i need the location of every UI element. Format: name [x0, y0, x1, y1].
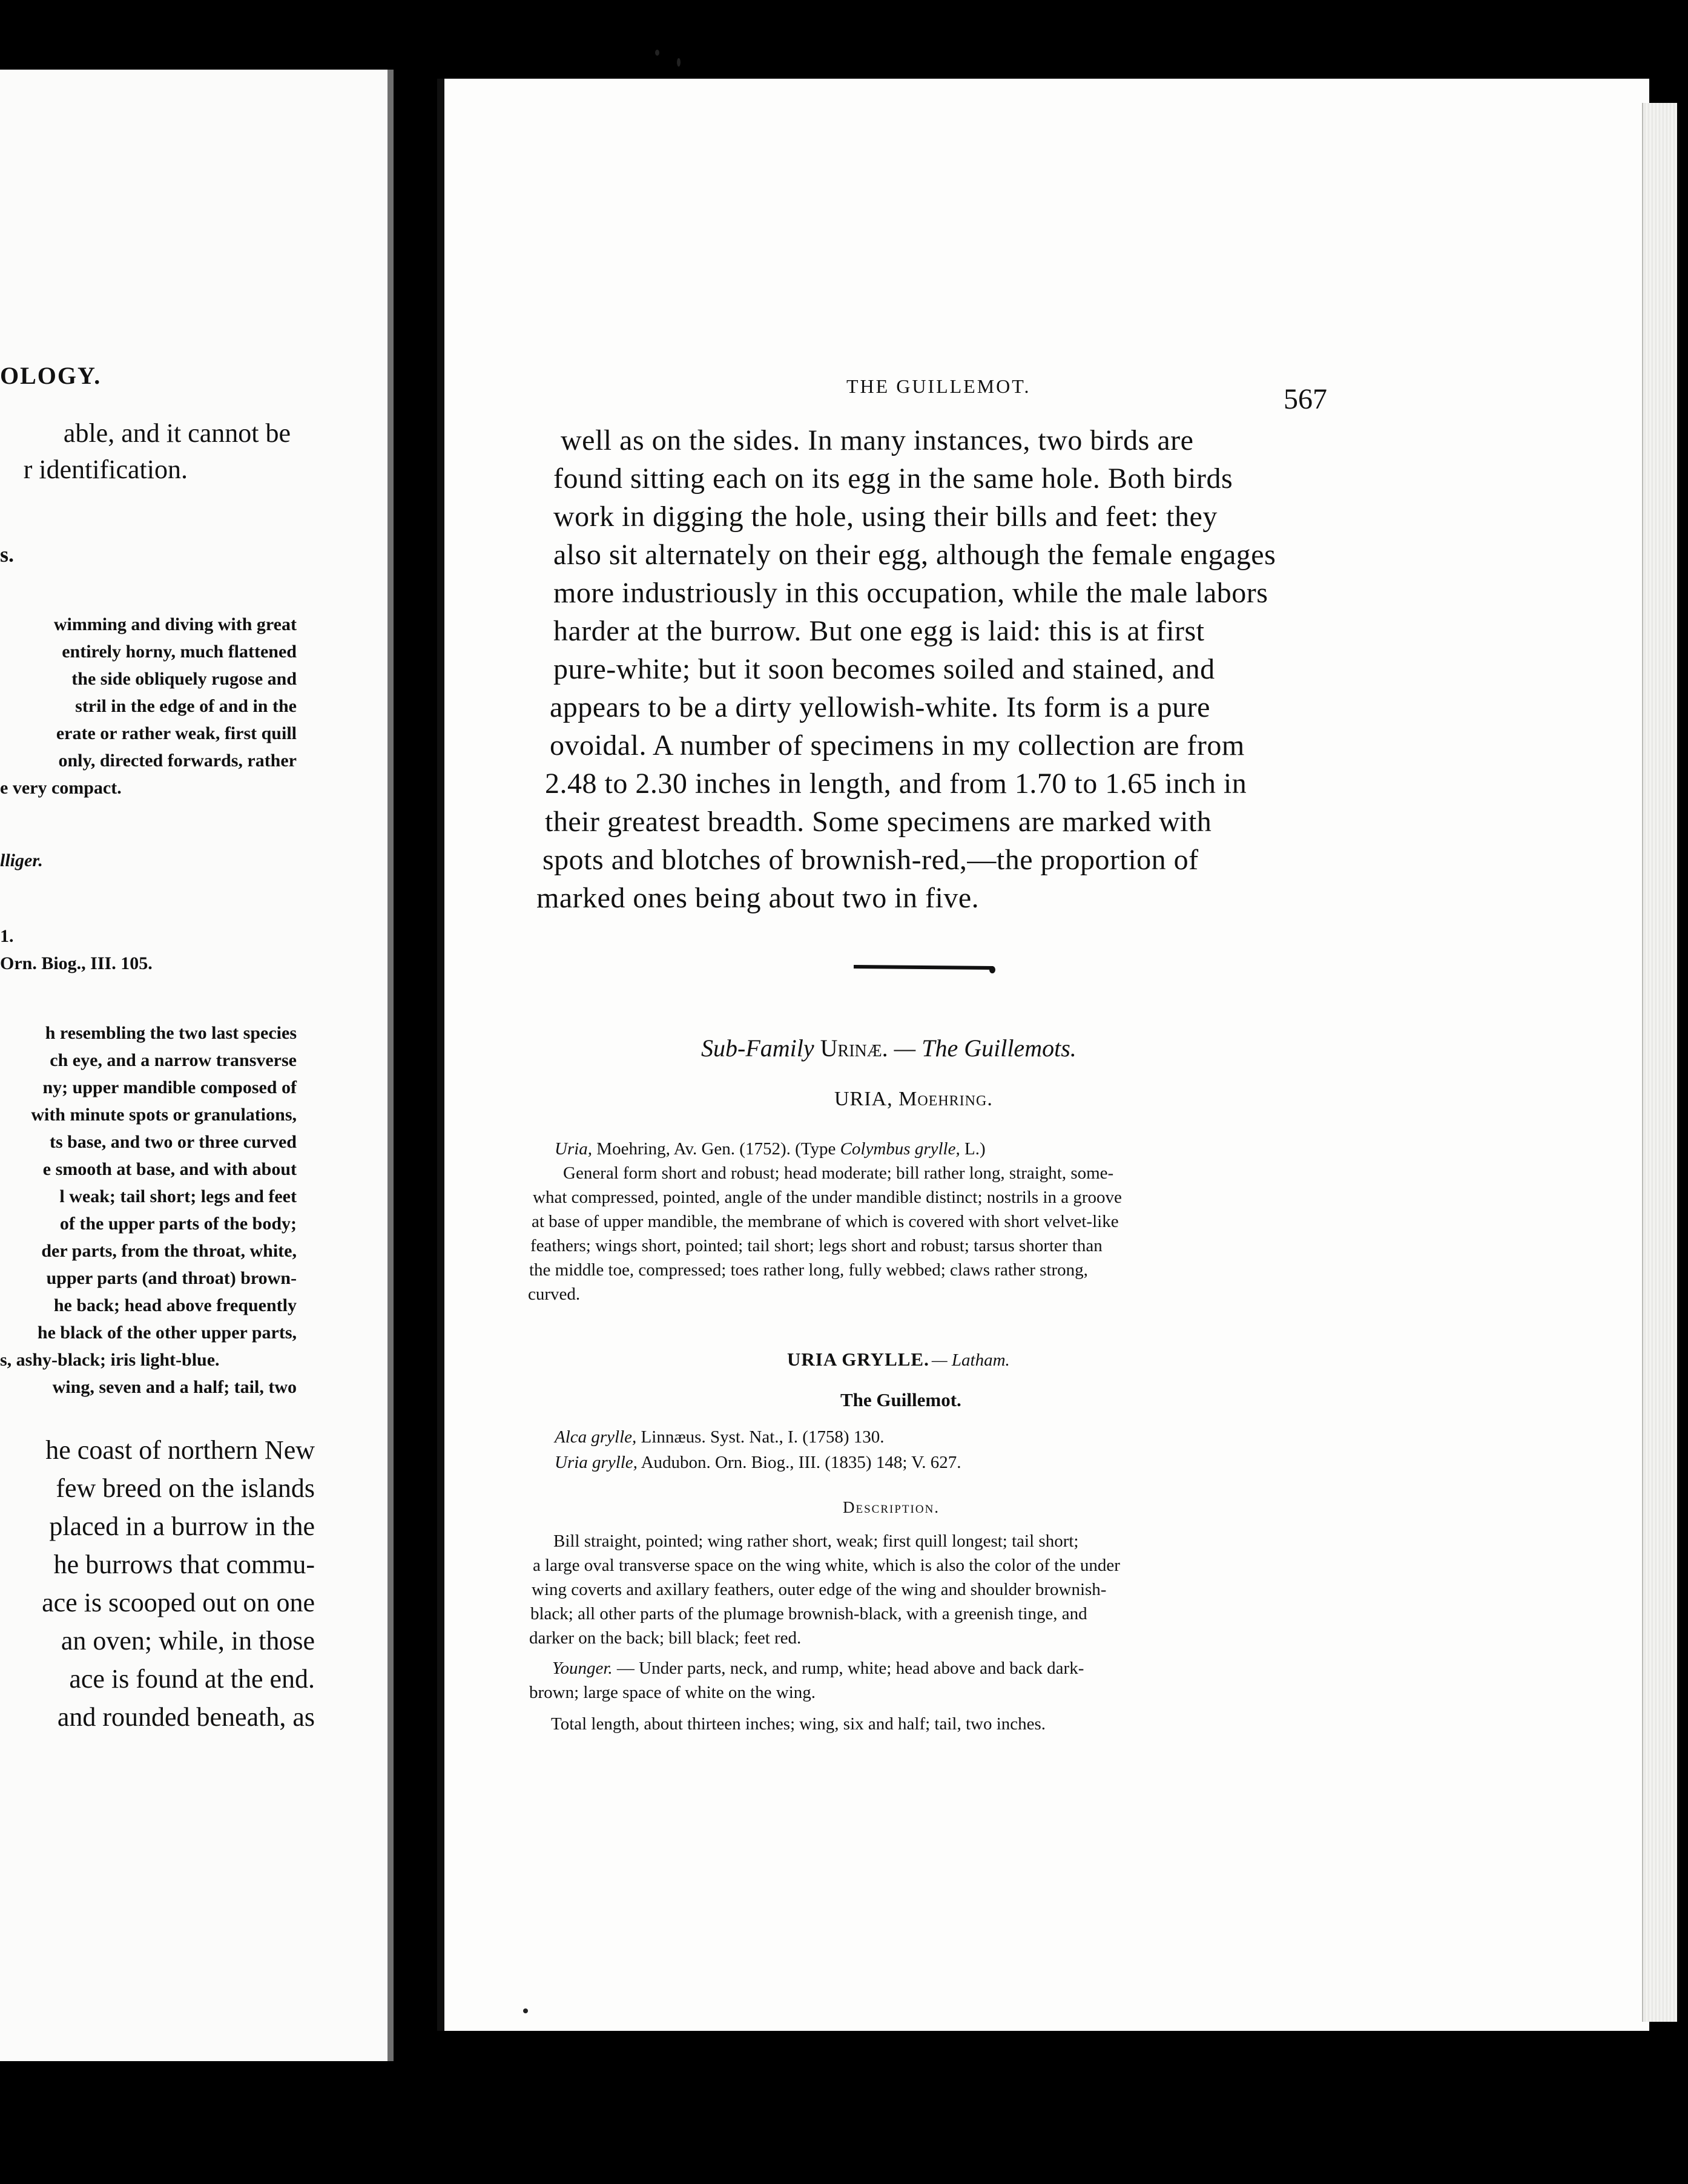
genus-description-line: the middle toe, compressed; toes rather long, fully webbed; claws rather strong, — [529, 1260, 1088, 1280]
left-text-line: l weak; tail short; legs and feet — [59, 1186, 297, 1206]
description-line: black; all other parts of the plumage brownish-black, with a greenish tinge, and — [530, 1604, 1087, 1623]
description-line: wing coverts and axillary feathers, outer edge of the wing and shoulder brownish- — [532, 1580, 1107, 1599]
left-text-line: and rounded beneath, as — [57, 1702, 315, 1732]
description-line: Bill straight, pointed; wing rather short, weak; first quill longest; tail short; — [553, 1531, 1079, 1551]
scan-speck — [677, 58, 681, 67]
left-text-line: placed in a burrow in the — [49, 1511, 315, 1541]
left-text-line: e very compact. — [0, 778, 122, 798]
synonym-line — [555, 1453, 961, 1473]
left-text-line: the side obliquely rugose and — [71, 669, 297, 689]
description-heading: Description. — [843, 1498, 940, 1516]
left-text-line: ch eye, and a narrow transverse — [50, 1050, 297, 1070]
subfamily-name: Urinæ. — [820, 1034, 888, 1062]
body-line: well as on the sides. In many instances, two birds are — [561, 424, 1194, 456]
description-line: darker on the back; bill black; feet red. — [529, 1628, 802, 1648]
body-line: work in digging the hole, using their bills and feet: they — [553, 501, 1218, 533]
genus-type-author: L.) — [964, 1139, 986, 1159]
genus-description-line: what compressed, pointed, angle of the under mandible distinct; nostrils in a groove — [533, 1188, 1122, 1207]
genus-citation-rest: Moehring, Av. Gen. (1752). (Type — [596, 1139, 836, 1159]
left-fragment: lliger. — [0, 850, 43, 870]
left-text-line: he coast of northern New — [45, 1435, 315, 1465]
body-line: also sit alternately on their egg, although the female engages — [553, 539, 1276, 571]
younger-line-2: brown; large space of white on the wing. — [529, 1683, 816, 1702]
genus-description-line: General form short and robust; head moderate; bill rather long, straight, some- — [563, 1163, 1114, 1183]
species-author: — Latham. — [931, 1350, 1010, 1370]
species-heading — [787, 1349, 1010, 1370]
left-text-line: erate or rather weak, first quill — [56, 723, 297, 743]
left-fragment: s. — [0, 542, 15, 567]
genus-description-line: feathers; wings short, pointed; tail short; legs short and robust; tarsus shorter than — [530, 1236, 1103, 1255]
younger-line — [552, 1659, 1084, 1679]
body-line: ovoidal. A number of specimens in my collection are from — [550, 729, 1245, 761]
left-text-line: of the upper parts of the body; — [59, 1214, 297, 1234]
genus-description-line: at base of upper mandible, the membrane of which is covered with short velvet-like — [532, 1212, 1119, 1231]
body-line: harder at the burrow. But one egg is laid: this is at first — [553, 615, 1205, 647]
left-text-line: ace is found at the end. — [69, 1664, 315, 1694]
body-line: appears to be a dirty yellowish-white. Its form is a pure — [550, 691, 1210, 723]
left-text-line: he black of the other upper parts, — [37, 1323, 297, 1343]
genus-description-line: curved. — [528, 1284, 581, 1304]
left-fragment: Orn. Biog., III. 105. — [0, 953, 153, 973]
left-text-line: able, and it cannot be — [63, 418, 291, 448]
left-text-line: e smooth at base, and with about — [42, 1159, 297, 1179]
body-line: spots and blotches of brownish-red,—the proportion of — [542, 844, 1199, 876]
species-name: URIA GRYLLE. — [787, 1349, 929, 1370]
scan-speck — [523, 2008, 528, 2013]
subfamily-suffix: — The Guillemots. — [894, 1034, 1076, 1062]
section-rule-end — [989, 966, 995, 973]
left-text-line: few breed on the islands — [56, 1473, 315, 1503]
left-text-line: h resembling the two last species — [45, 1023, 297, 1043]
left-page — [0, 70, 394, 2061]
synonym-rest: Linnæus. Syst. Nat., I. (1758) 130. — [641, 1427, 885, 1447]
left-text-line: upper parts (and throat) brown- — [46, 1268, 297, 1288]
synonym-line — [555, 1427, 885, 1447]
genus-citation-name: Uria, — [555, 1139, 593, 1159]
synonym-rest: Audubon. Orn. Biog., III. (1835) 148; V. 627. — [641, 1453, 961, 1472]
left-text-line: r identification. — [23, 455, 188, 484]
left-text-line: he burrows that commu- — [53, 1550, 315, 1579]
description-line: a large oval transverse space on the wing white, which is also the color of the under — [533, 1556, 1120, 1575]
left-text-line: entirely horny, much flattened — [62, 642, 297, 662]
subfamily-heading — [701, 1034, 1076, 1062]
genus-citation — [555, 1139, 986, 1159]
left-text-line: only, directed forwards, rather — [58, 751, 297, 771]
left-text-line: stril in the edge of and in the — [75, 696, 297, 716]
body-line: pure-white; but it soon becomes soiled and stained, and — [553, 653, 1215, 685]
genus-author: Moehring. — [898, 1088, 993, 1110]
subfamily-prefix: Sub-Family — [701, 1034, 814, 1062]
scan-speck — [655, 50, 659, 56]
left-text-line: ace is scooped out on one — [42, 1588, 315, 1617]
body-line: their greatest breadth. Some specimens are marked with — [545, 806, 1212, 838]
synonym-name: Uria grylle, — [555, 1453, 638, 1472]
page-edges — [1642, 103, 1677, 2022]
left-text-line: he back; head above frequently — [53, 1295, 297, 1315]
left-text-line: with minute spots or granulations, — [31, 1105, 297, 1125]
body-line: found sitting each on its egg in the same hole. Both birds — [553, 462, 1233, 495]
running-head: THE GUILLEMOT. — [846, 375, 1031, 397]
younger-label: Younger. — [552, 1659, 613, 1678]
body-line: marked ones being about two in five. — [536, 882, 980, 914]
synonym-name: Alca grylle, — [555, 1427, 637, 1447]
left-running-head: OLOGY. — [0, 362, 102, 389]
left-text-line: der parts, from the throat, white, — [41, 1241, 297, 1261]
left-text-line: ny; upper mandible composed of — [42, 1077, 297, 1097]
genus-heading — [834, 1088, 993, 1111]
left-fragment: 1. — [0, 926, 14, 946]
left-text-line: wing, seven and a half; tail, two — [52, 1377, 297, 1397]
common-name: The Guillemot. — [840, 1389, 961, 1410]
genus-type-species: Colymbus grylle, — [840, 1139, 960, 1159]
total-length-line: Total length, about thirteen inches; wing, six and half; tail, two inches. — [551, 1714, 1046, 1734]
page-number: 567 — [1284, 383, 1327, 415]
left-text-line: wimming and diving with great — [53, 614, 297, 634]
body-line: 2.48 to 2.30 inches in length, and from 1.70 to 1.65 inch in — [545, 768, 1247, 800]
genus-name: URIA, — [834, 1088, 893, 1110]
left-text-line: an oven; while, in those — [61, 1626, 315, 1656]
younger-text: — Under parts, neck, and rump, white; head above and back dark- — [616, 1659, 1084, 1678]
left-text-line: ts base, and two or three curved — [49, 1132, 297, 1152]
left-text-line: s, ashy-black; iris light-blue. — [0, 1350, 220, 1370]
body-line: more industriously in this occupation, while the male labors — [553, 577, 1268, 609]
